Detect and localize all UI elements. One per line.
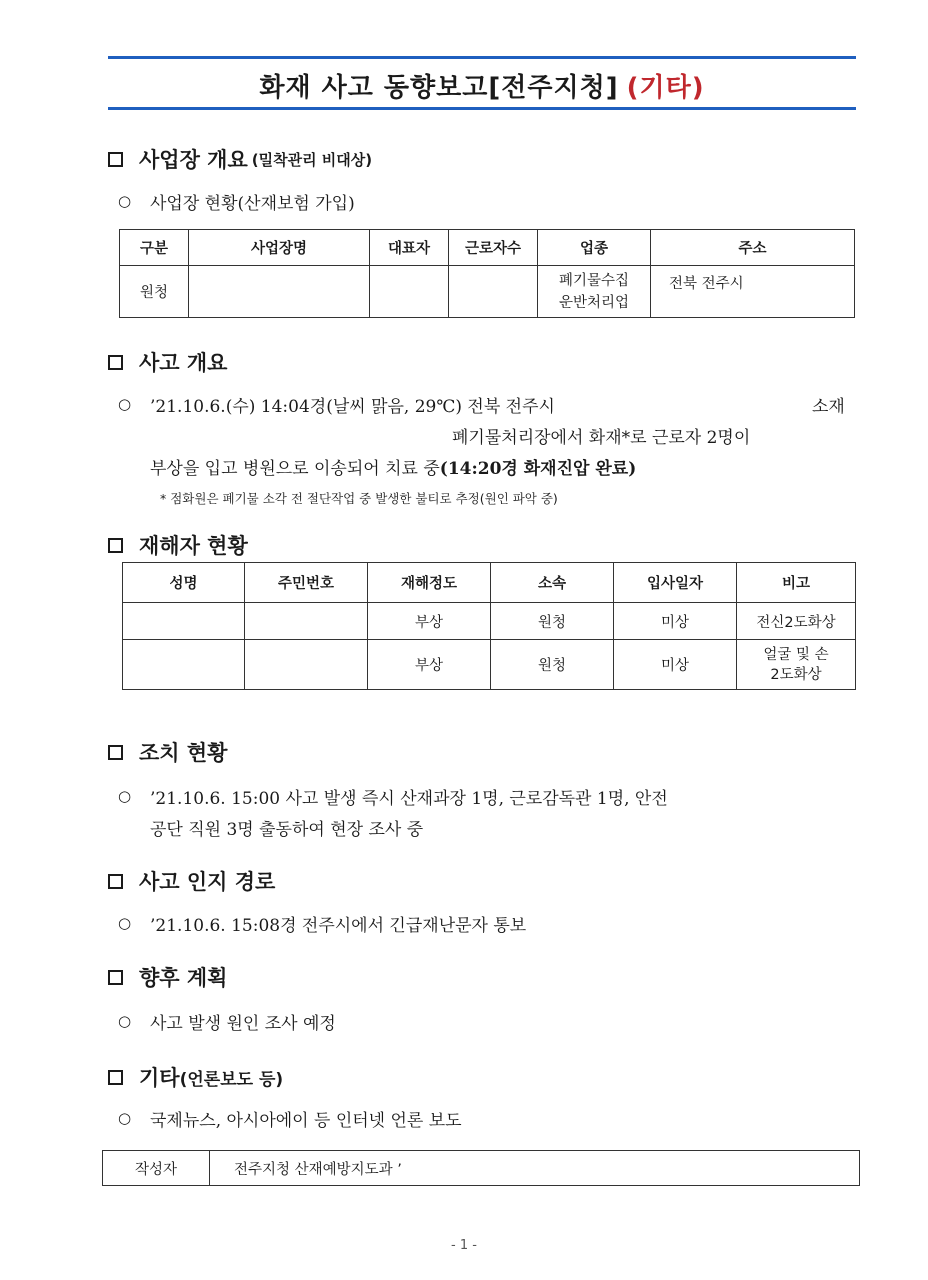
industry-line: 폐기물수집 bbox=[558, 272, 630, 289]
table-header: 소속 bbox=[491, 563, 614, 603]
victims-table bbox=[122, 562, 856, 690]
checkbox-square-icon bbox=[108, 538, 123, 553]
accident-line-1: ’21.10.6.(수) 14:04경(날씨 맑음, 29℃) 전북 전주시 bbox=[150, 397, 555, 417]
table-header: 주소 bbox=[651, 230, 855, 266]
section-title: 조치 현황 bbox=[139, 741, 228, 765]
accident-line-3-bold: (14:20경 화재진압 완료) bbox=[439, 459, 637, 479]
cell-degree: 부상 bbox=[368, 640, 491, 690]
table-header: 대표자 bbox=[370, 230, 449, 266]
action-line-1: ’21.10.6. 15:00 사고 발생 즉시 산재과장 1명, 근로감독관 1명, 안전 bbox=[150, 789, 668, 809]
checkbox-square-icon bbox=[108, 355, 123, 370]
section-title: 사고 개요 bbox=[139, 351, 228, 375]
table-header-row bbox=[120, 230, 855, 266]
site-table bbox=[119, 229, 855, 318]
section-heading-action bbox=[108, 737, 227, 767]
table-header: 성명 bbox=[123, 563, 245, 603]
section-title: 기타 bbox=[139, 1066, 180, 1090]
author-value: 전주지청 산재예방지도과 ’ bbox=[234, 1161, 402, 1178]
section-subtitle: (밀착관리 비대상) bbox=[251, 150, 373, 169]
accident-line-3 bbox=[150, 454, 636, 479]
page-number: - 1 - bbox=[451, 1238, 477, 1253]
section-heading-victims bbox=[108, 530, 248, 560]
section-heading-route bbox=[108, 866, 275, 896]
cell-remark bbox=[737, 603, 856, 640]
section-heading-site bbox=[108, 144, 372, 174]
section-title: 사업장 개요 bbox=[139, 148, 248, 172]
table-header: 사업장명 bbox=[189, 230, 370, 266]
cell-address bbox=[651, 266, 855, 318]
cell-remark bbox=[737, 640, 856, 690]
cell-id bbox=[245, 640, 368, 690]
circle-bullet-icon: ○ bbox=[118, 914, 132, 932]
plan-line: 사고 발생 원인 조사 예정 bbox=[150, 1014, 336, 1034]
cell-workers bbox=[449, 266, 538, 318]
cell-affiliation: 원청 bbox=[491, 640, 614, 690]
table-header: 재해정도 bbox=[368, 563, 491, 603]
cell-ceo bbox=[370, 266, 449, 318]
circle-bullet-icon: ○ bbox=[118, 192, 132, 210]
circle-bullet-icon: ○ bbox=[118, 395, 132, 413]
checkbox-square-icon bbox=[108, 1070, 123, 1085]
route-line: ’21.10.6. 15:08경 전주시에서 긴급재난문자 통보 bbox=[150, 916, 527, 936]
section-title: 재해자 현황 bbox=[139, 534, 248, 558]
section-title: 향후 계획 bbox=[139, 966, 228, 990]
section-title: 사고 인지 경로 bbox=[139, 870, 276, 894]
checkbox-square-icon bbox=[108, 874, 123, 889]
cell-affiliation: 원청 bbox=[491, 603, 614, 640]
checkbox-square-icon bbox=[108, 970, 123, 985]
section-subtitle: (언론보도 등) bbox=[179, 1069, 284, 1090]
circle-bullet-icon: ○ bbox=[118, 1109, 132, 1127]
cell-degree: 부상 bbox=[368, 603, 491, 640]
title-banner bbox=[108, 56, 856, 110]
author-label: 작성자 bbox=[103, 1151, 210, 1185]
cell-name bbox=[123, 640, 245, 690]
table-header: 구분 bbox=[120, 230, 189, 266]
circle-bullet-icon: ○ bbox=[118, 1012, 132, 1030]
title-rule-top bbox=[108, 56, 856, 59]
cell-site-name bbox=[189, 266, 370, 318]
checkbox-square-icon bbox=[108, 152, 123, 167]
title-tag: (기타) bbox=[626, 73, 705, 103]
document-title bbox=[108, 67, 856, 104]
cell-hire-date: 미상 bbox=[614, 603, 737, 640]
address-text: 전북 전주시 bbox=[669, 276, 744, 292]
table-header: 업종 bbox=[538, 230, 651, 266]
section-heading-accident bbox=[108, 347, 227, 377]
title-rule-bottom bbox=[108, 107, 856, 110]
table-header: 주민번호 bbox=[245, 563, 368, 603]
cell-type: 원청 bbox=[120, 266, 189, 318]
table-row bbox=[123, 603, 856, 640]
cell-industry bbox=[538, 266, 651, 318]
remark-line: 얼굴 및 손 bbox=[763, 646, 829, 663]
cell-name bbox=[123, 603, 245, 640]
accident-footnote: * 점화원은 폐기물 소각 전 절단작업 중 발생한 불티로 추정(원인 파악 중) bbox=[160, 491, 558, 506]
section-heading-other bbox=[108, 1062, 283, 1092]
action-line-2: 공단 직원 3명 출동하여 현장 조사 중 bbox=[150, 820, 424, 840]
accident-line-3-text: 부상을 입고 병원으로 이송되어 치료 중 bbox=[150, 459, 440, 479]
table-header: 비고 bbox=[737, 563, 856, 603]
table-header: 근로자수 bbox=[449, 230, 538, 266]
cell-id bbox=[245, 603, 368, 640]
remark-line: 전신2도화상 bbox=[756, 614, 836, 631]
circle-bullet-icon: ○ bbox=[118, 787, 132, 805]
section-heading-plan bbox=[108, 962, 227, 992]
remark-line: 2도화상 bbox=[770, 666, 822, 683]
table-header-row bbox=[123, 563, 856, 603]
accident-line-2: 폐기물처리장에서 화재*로 근로자 2명이 bbox=[452, 428, 751, 448]
other-line: 국제뉴스, 아시아에이 등 인터넷 언론 보도 bbox=[150, 1111, 462, 1131]
table-row bbox=[120, 266, 855, 318]
table-header: 입사일자 bbox=[614, 563, 737, 603]
industry-line: 운반처리업 bbox=[558, 294, 630, 311]
author-box bbox=[102, 1150, 860, 1186]
site-status-line: 사업장 현황(산재보험 가입) bbox=[150, 194, 355, 214]
table-row bbox=[123, 640, 856, 690]
accident-line-1-end: 소재 bbox=[812, 397, 845, 417]
checkbox-square-icon bbox=[108, 745, 123, 760]
title-main: 화재 사고 동향보고[전주지청] bbox=[259, 73, 619, 103]
cell-hire-date: 미상 bbox=[614, 640, 737, 690]
